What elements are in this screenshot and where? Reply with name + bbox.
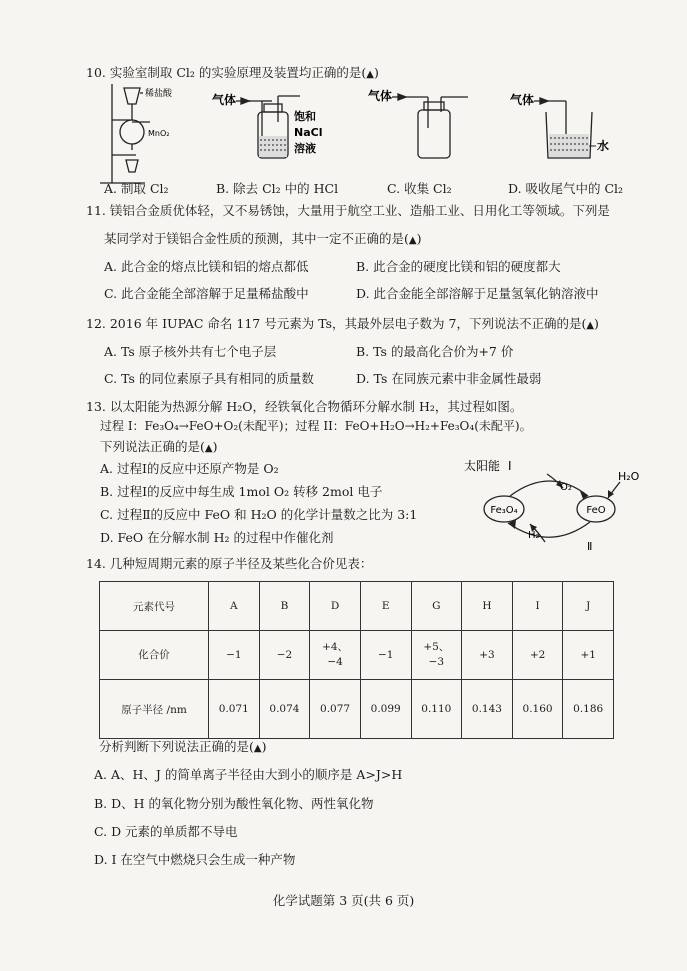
radius-cell: 0.186 bbox=[563, 680, 614, 739]
step1-label: I bbox=[508, 459, 512, 473]
wash-liquid bbox=[259, 136, 287, 157]
radius-cell: 0.077 bbox=[310, 680, 361, 739]
q13-option-a[interactable]: A. 过程Ⅰ的反应中还原产物是 O₂ bbox=[100, 461, 279, 476]
q11-option-a[interactable]: A. 此合金的熔点比镁和铝的熔点都低 bbox=[104, 259, 309, 274]
valence-cell: +2 bbox=[512, 631, 563, 680]
generator-apparatus bbox=[100, 84, 150, 183]
table-row-valences bbox=[100, 631, 614, 680]
radius-cell: 0.071 bbox=[209, 680, 260, 739]
element-data-table bbox=[99, 581, 614, 739]
q12-option-c[interactable]: C. Ts 的同位素原子具有相同的质量数 bbox=[104, 371, 314, 386]
radius-cell: 0.074 bbox=[259, 680, 310, 739]
q11-line1: 11. 镁铝合金质优体轻，又不易锈蚀，大量用于航空工业、造船工业、日用化工等领域。下列是 bbox=[86, 203, 610, 218]
valence-cell: +1 bbox=[563, 631, 614, 680]
q11-option-c[interactable]: C. 此合金能全部溶解于足量稀盐酸中 bbox=[104, 286, 309, 301]
answer-mark: ▲ bbox=[586, 320, 595, 331]
h2-label: H₂ bbox=[528, 530, 540, 541]
q10-option-d[interactable]: D. 吸收尾气中的 Cl₂ bbox=[508, 181, 624, 196]
radius-cell: 0.099 bbox=[360, 680, 411, 739]
element-cell: I bbox=[512, 582, 563, 631]
radius-cell: 0.143 bbox=[462, 680, 513, 739]
element-cell: J bbox=[563, 582, 614, 631]
valence-cell: −1 bbox=[360, 631, 411, 680]
q14-stem: 14. 几种短周期元素的原子半径及某些化合价见表： bbox=[86, 556, 373, 571]
q11-option-d[interactable]: D. 此合金能全部溶解于足量氢氧化钠溶液中 bbox=[356, 286, 599, 301]
o2-label: O₂ bbox=[560, 482, 572, 493]
element-cell: G bbox=[411, 582, 462, 631]
step2-label: Ⅱ bbox=[587, 540, 593, 553]
q13-line3: 下列说法正确的是(▲) bbox=[100, 439, 218, 454]
q14-option-a[interactable]: A. A、H、J 的简单离子半径由大到小的顺序是 A>J>H bbox=[94, 767, 403, 782]
sun-label: 太阳能 bbox=[464, 459, 501, 473]
water-label: 水 bbox=[597, 139, 610, 153]
q10-option-c[interactable]: C. 收集 Cl₂ bbox=[387, 181, 452, 196]
q12-option-d[interactable]: D. Ts 在同族元素中非金属性最弱 bbox=[356, 371, 542, 386]
q13-cycle-diagram bbox=[450, 452, 650, 562]
page-footer: 化学试题第 3 页(共 6 页) bbox=[272, 893, 415, 908]
q14-option-c[interactable]: C. D 元素的单质都不导电 bbox=[94, 824, 238, 839]
table-row-elements bbox=[100, 582, 614, 631]
q13-option-b[interactable]: B. 过程Ⅰ的反应中每生成 1mol O₂ 转移 2mol 电子 bbox=[100, 484, 383, 499]
feo-label: FeO bbox=[586, 505, 606, 516]
sat-label-1: 饱和 bbox=[294, 110, 316, 123]
q13-option-c[interactable]: C. 过程Ⅱ的反应中 FeO 和 H₂O 的化学计量数之比为 3:1 bbox=[100, 507, 418, 522]
answer-mark: ▲ bbox=[408, 235, 417, 246]
table-row-radii bbox=[100, 680, 614, 739]
radius-cell: 0.110 bbox=[411, 680, 462, 739]
element-cell: E bbox=[360, 582, 411, 631]
valence-cell: −2 bbox=[259, 631, 310, 680]
q12-stem: 12. 2016 年 IUPAC 命名 117 号元素为 Ts，其最外层电子数为 7，下列说法不正确的是(▲) bbox=[86, 316, 599, 331]
sat-label-2: NaCl bbox=[294, 126, 323, 139]
q14-option-d[interactable]: D. I 在空气中燃烧只会生成一种产物 bbox=[94, 852, 296, 867]
valence-cell: +3 bbox=[462, 631, 513, 680]
q10-stem: 10. 实验室制取 Cl₂ 的实验原理及装置均正确的是(▲) bbox=[86, 65, 379, 80]
q10-option-b[interactable]: B. 除去 Cl₂ 中的 HCl bbox=[216, 181, 339, 196]
acid-label: 稀盐酸 bbox=[145, 89, 173, 99]
element-cell: A bbox=[209, 582, 260, 631]
q13-option-d[interactable]: D. FeO 在分解水制 H₂ 的过程中作催化剂 bbox=[100, 530, 334, 545]
q12-option-b[interactable]: B. Ts 的最高化合价为+7 价 bbox=[356, 344, 514, 359]
gas-label-b: 气体 bbox=[212, 93, 237, 107]
process1-arrow bbox=[510, 481, 588, 496]
q12-option-a[interactable]: A. Ts 原子核外共有七个电子层 bbox=[104, 344, 277, 359]
radius-cell: 0.160 bbox=[512, 680, 563, 739]
row-header: 原子半径 /nm bbox=[100, 680, 209, 739]
q13-line2: 过程 I：Fe₃O₄→FeO+O₂(未配平)；过程 II：FeO+H₂O→H₂+Fe₃O₄(未配平)。 bbox=[100, 419, 532, 433]
valence-cell: +5、 −3 bbox=[411, 631, 462, 680]
gas-label-d: 气体 bbox=[510, 93, 535, 107]
q13-line1: 13. 以太阳能为热源分解 H₂O，经铁氧化合物循环分解水制 H₂，其过程如图。 bbox=[86, 399, 523, 414]
answer-mark: ▲ bbox=[366, 69, 374, 80]
q11-option-b[interactable]: B. 此合金的硬度比镁和铝的硬度都大 bbox=[356, 259, 561, 274]
sat-label-3: 溶液 bbox=[294, 142, 316, 155]
h2o-label: H₂O bbox=[618, 470, 640, 483]
row-header: 元素代号 bbox=[100, 582, 209, 631]
valence-cell: +4、 −4 bbox=[310, 631, 361, 680]
mno2-label: MnO₂ bbox=[148, 129, 170, 138]
element-cell: H bbox=[462, 582, 513, 631]
fe3o4-label: Fe₃O₄ bbox=[490, 505, 518, 516]
q14-question: 分析判断下列说法正确的是(▲) bbox=[99, 739, 267, 754]
valence-cell: −1 bbox=[209, 631, 260, 680]
q14-option-b[interactable]: B. D、H 的氧化物分别为酸性氧化物、两性氧化物 bbox=[94, 796, 374, 811]
answer-mark: ▲ bbox=[204, 443, 213, 454]
row-header: 化合价 bbox=[100, 631, 209, 680]
q11-line2: 某同学对于镁铝合金性质的预测，其中一定不正确的是(▲) bbox=[104, 231, 422, 246]
collection-bottle bbox=[392, 94, 468, 158]
gas-label-c: 气体 bbox=[368, 89, 393, 103]
process2-arrow bbox=[508, 522, 590, 537]
answer-mark: ▲ bbox=[253, 743, 262, 754]
element-cell: B bbox=[259, 582, 310, 631]
q10-apparatus-figure bbox=[0, 0, 687, 200]
q10-option-a[interactable]: A. 制取 Cl₂ bbox=[104, 181, 169, 196]
element-cell: D bbox=[310, 582, 361, 631]
